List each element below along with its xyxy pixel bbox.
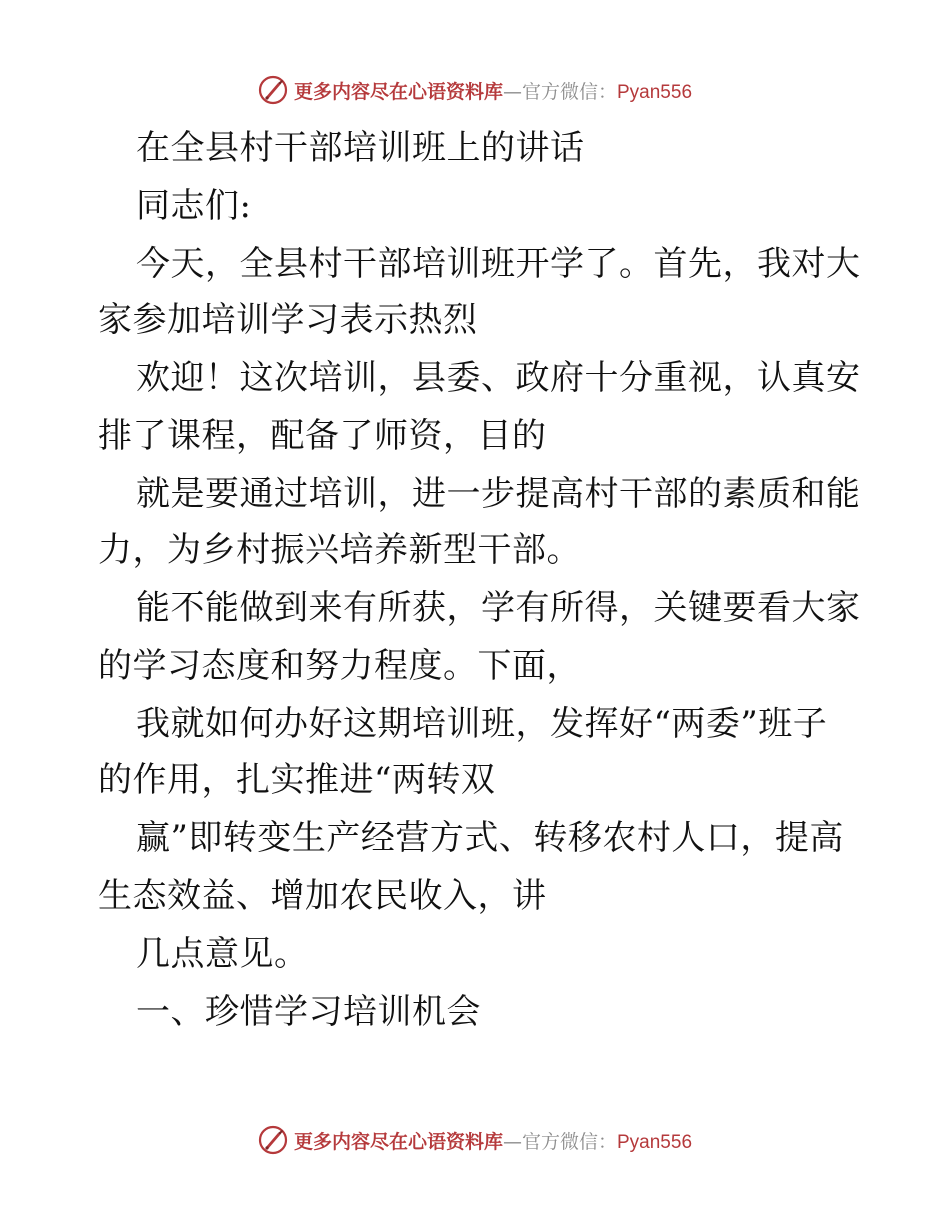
paragraph-line: 排了课程，配备了师资，目的: [98, 416, 547, 456]
footer-banner: [0, 1122, 950, 1158]
paragraph-line: 的学习态度和努力程度。下面，: [98, 646, 581, 686]
banner-wechat-label: 官方微信：: [521, 1130, 617, 1153]
banner-separator: —: [502, 80, 522, 103]
banner-main-text: 更多内容尽在心语资料库: [293, 1130, 503, 1153]
banner-text: [294, 77, 692, 104]
paragraph-line: 就是要通过培训，进一步提高村干部的素质和能: [136, 474, 861, 514]
banner-wechat-id: Pyan556: [617, 1131, 693, 1153]
paragraph-line: 能不能做到来有所获，学有所得，关键要看大家: [136, 588, 861, 628]
banner-separator: —: [502, 1130, 522, 1153]
paragraph-line: 力，为乡村振兴培养新型干部。: [98, 530, 581, 570]
paragraph-line: 今天，全县村干部培训班开学了。首先，我对大: [136, 244, 861, 284]
quill-pen-logo-icon: [258, 1125, 288, 1155]
quill-pen-logo-icon: [258, 75, 288, 105]
banner-text: [294, 1127, 692, 1154]
paragraph-line: 欢迎！这次培训，县委、政府十分重视，认真安: [136, 358, 861, 398]
paragraph-line: 赢”即转变生产经营方式、转移农村人口，提高: [136, 818, 844, 858]
banner-main-text: 更多内容尽在心语资料库: [293, 80, 503, 103]
header-banner: [0, 72, 950, 108]
paragraph-line: 生态效益、增加农民收入，讲: [98, 876, 547, 916]
paragraph-line: 我就如何办好这期培训班，发挥好“两委”班子: [136, 704, 828, 744]
paragraph-line: 几点意见。: [136, 934, 309, 974]
document-title: 在全县村干部培训班上的讲话: [136, 128, 585, 168]
paragraph-line: 家参加培训学习表示热烈: [98, 300, 478, 340]
paragraph-line: 同志们:: [136, 186, 252, 226]
section-heading: 一、珍惜学习培训机会: [136, 992, 481, 1032]
banner-wechat-id: Pyan556: [617, 81, 693, 103]
banner-wechat-label: 官方微信：: [521, 80, 617, 103]
paragraph-line: 的作用，扎实推进“两转双: [98, 760, 496, 800]
